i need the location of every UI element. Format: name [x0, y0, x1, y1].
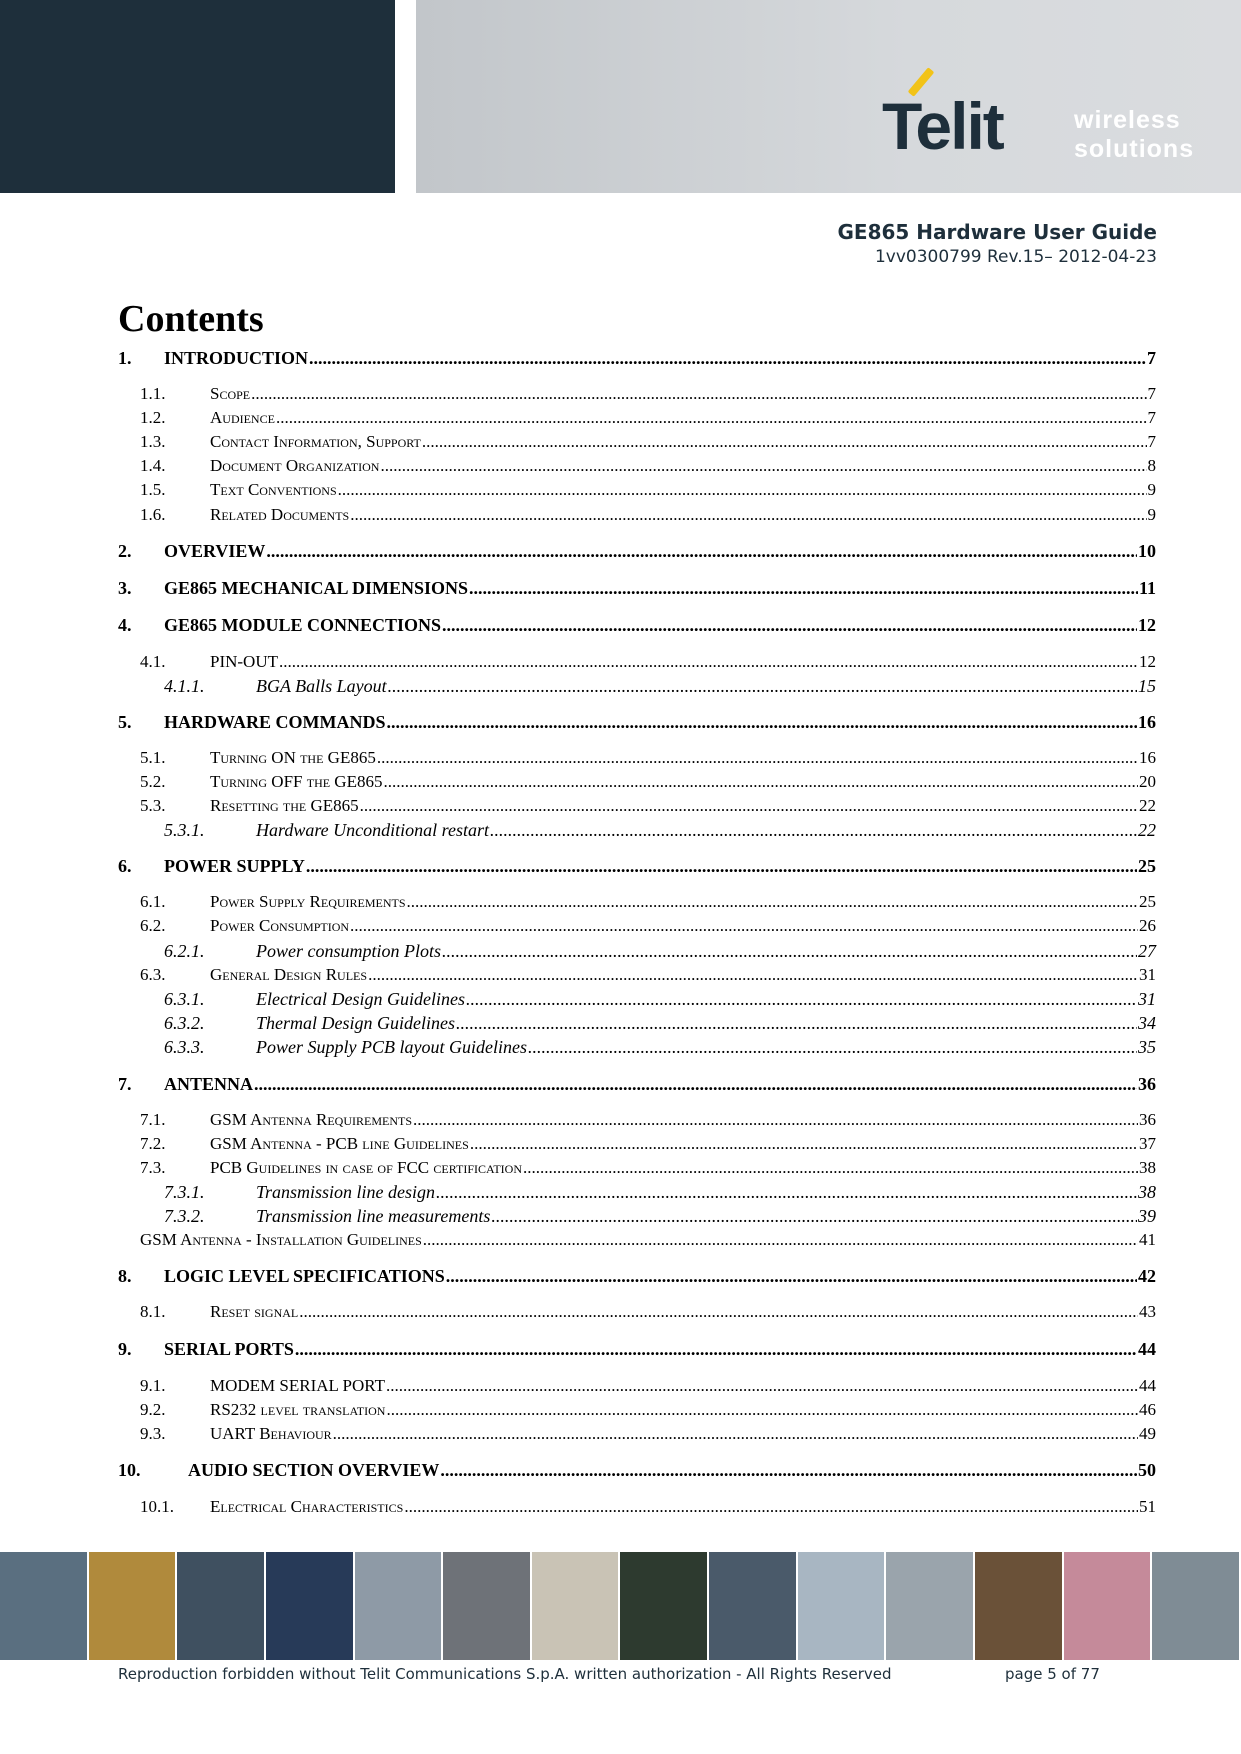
- toc-entry[interactable]: [118, 676, 1156, 697]
- toc-entry-page: 16: [1139, 748, 1156, 767]
- toc-entry[interactable]: [118, 1400, 1156, 1420]
- toc-entry-title: SERIAL PORTS: [164, 1339, 294, 1359]
- toc-entry-title: UART Behaviour: [210, 1424, 332, 1443]
- toc-entry[interactable]: [118, 892, 1156, 912]
- toc-entry-number: 1.1.: [140, 384, 166, 403]
- toc-entry-number: 8.1.: [140, 1302, 166, 1321]
- toc-entry[interactable]: [118, 1266, 1156, 1287]
- toc-entry[interactable]: [118, 480, 1156, 500]
- toc-entry-number: 6.3.2.: [164, 1013, 205, 1033]
- toc-entry-title: GE865 MECHANICAL DIMENSIONS: [164, 578, 469, 598]
- document-title: GE865 Hardware User Guide: [837, 220, 1157, 244]
- toc-entry-page: 11: [1138, 578, 1156, 598]
- header-dark-panel: [0, 0, 395, 193]
- toc-entry[interactable]: [118, 1110, 1156, 1130]
- footer-photo-tile: [532, 1552, 621, 1660]
- toc-entry-number: 7.2.: [140, 1134, 166, 1153]
- toc-entry-title: Scope: [210, 384, 251, 403]
- toc-entry-page: 7: [1147, 384, 1156, 403]
- toc-entry-page: 25: [1138, 856, 1156, 876]
- toc-leader-dots: [528, 1037, 1137, 1058]
- toc-entry[interactable]: [118, 820, 1156, 841]
- toc-entry-number: 5.: [118, 712, 132, 732]
- toc-entry-number: 9.: [118, 1339, 132, 1359]
- toc-entry-number: 6.2.: [140, 916, 166, 935]
- toc-entry[interactable]: [118, 1134, 1156, 1154]
- toc-entry-page: 22: [1138, 820, 1156, 840]
- toc-entry-title: General Design Rules: [210, 965, 368, 984]
- toc-entry-title: Turning ON the GE865: [210, 748, 376, 767]
- toc-entry[interactable]: [118, 748, 1156, 768]
- toc-entry-title: PIN-OUT: [210, 652, 278, 671]
- toc-entry-title: ANTENNA: [164, 1074, 254, 1094]
- toc-entry[interactable]: [118, 1376, 1156, 1396]
- toc-leader-dots: [266, 541, 1137, 562]
- footer-photo-tile: [443, 1552, 532, 1660]
- toc-leader-dots: [279, 652, 1138, 672]
- toc-leader-dots: [338, 480, 1147, 500]
- footer-photo-tile: [355, 1552, 444, 1660]
- toc-entry-title: INTRODUCTION: [164, 348, 309, 368]
- toc-entry-page: 27: [1138, 941, 1156, 961]
- toc-entry-number: 3.: [118, 578, 132, 598]
- logo-wordmark: Telit: [882, 89, 1003, 163]
- footer-photo-tile: [620, 1552, 709, 1660]
- toc-entry-number: 1.6.: [140, 505, 166, 524]
- toc-leader-dots: [440, 1460, 1137, 1481]
- toc-leader-dots: [469, 578, 1138, 599]
- toc-entry-title: Turning OFF the GE865: [210, 772, 383, 791]
- toc-entry-title: Hardware Unconditional restart: [256, 820, 489, 840]
- toc-entry-page: 36: [1138, 1074, 1156, 1094]
- toc-entry-page: 12: [1138, 615, 1156, 635]
- toc-entry-title: Audience: [210, 408, 275, 427]
- toc-entry[interactable]: [118, 615, 1156, 636]
- toc-entry-number: 6.3.: [140, 965, 166, 984]
- toc-entry-page: 42: [1138, 1266, 1156, 1286]
- toc-entry-number: 7.3.: [140, 1158, 166, 1177]
- toc-leader-dots: [377, 748, 1138, 768]
- toc-entry[interactable]: [118, 941, 1156, 962]
- toc-entry-title: Reset signal: [210, 1302, 299, 1321]
- toc-leader-dots: [413, 1110, 1138, 1130]
- footer-photo-tile: [886, 1552, 975, 1660]
- toc-entry[interactable]: [118, 1158, 1156, 1178]
- logo-tagline-line2: solutions: [1074, 135, 1195, 163]
- toc-entry-title: Text Conventions: [210, 480, 337, 499]
- toc-entry[interactable]: [118, 1339, 1156, 1360]
- toc-entry-number: 9.2.: [140, 1400, 166, 1419]
- footer-photo-tile: [975, 1552, 1064, 1660]
- toc-entry-title: LOGIC LEVEL SPECIFICATIONS: [164, 1266, 445, 1286]
- toc-leader-dots: [251, 384, 1146, 404]
- toc-entry[interactable]: [118, 578, 1156, 599]
- toc-entry[interactable]: [118, 456, 1156, 476]
- toc-entry-page: 41: [1139, 1230, 1156, 1249]
- toc-entry-page: 51: [1139, 1497, 1156, 1516]
- toc-leader-dots: [383, 772, 1138, 792]
- toc-entry-number: 4.: [118, 615, 132, 635]
- toc-entry[interactable]: [118, 916, 1156, 936]
- toc-entry-title: GSM Antenna - Installation Guidelines: [140, 1230, 422, 1249]
- toc-entry-page: 31: [1139, 965, 1156, 984]
- toc-leader-dots: [523, 1158, 1138, 1178]
- toc-entry-title: GSM Antenna Requirements: [210, 1110, 413, 1129]
- toc-entry-title: Contact Information, Support: [210, 432, 421, 451]
- toc-entry-number: 9.3.: [140, 1424, 166, 1443]
- document-revision: 1vv0300799 Rev.15– 2012-04-23: [874, 247, 1157, 267]
- toc-leader-dots: [456, 1013, 1137, 1034]
- toc-leader-dots: [436, 1182, 1137, 1203]
- toc-entry-number: 7.1.: [140, 1110, 166, 1129]
- footer-notice: Reproduction forbidden without Telit Communications S.p.A. written authorization - All Rights Reserved: [118, 1665, 892, 1683]
- toc-leader-dots: [442, 941, 1137, 962]
- toc-leader-dots: [407, 892, 1138, 912]
- toc-leader-dots: [442, 615, 1137, 636]
- toc-entry[interactable]: [118, 432, 1156, 452]
- toc-entry-number: 7.: [118, 1074, 132, 1094]
- toc-entry-page: 22: [1139, 796, 1156, 815]
- toc-entry-number: 4.1.1.: [164, 676, 205, 696]
- toc-entry-number: 1.2.: [140, 408, 166, 427]
- toc-leader-dots: [387, 712, 1138, 733]
- toc-entry-title: BGA Balls Layout: [256, 676, 387, 696]
- toc-entry[interactable]: [118, 989, 1156, 1010]
- toc-entry-number: 8.: [118, 1266, 132, 1286]
- toc-entry-title: AUDIO SECTION OVERVIEW: [188, 1460, 440, 1480]
- toc-leader-dots: [254, 1074, 1137, 1095]
- toc-entry-number: 5.1.: [140, 748, 166, 767]
- toc-leader-dots: [386, 1376, 1138, 1396]
- toc-leader-dots: [470, 1134, 1138, 1154]
- toc-entry[interactable]: [118, 1013, 1156, 1034]
- toc-leader-dots: [466, 989, 1137, 1010]
- toc-entry-title: POWER SUPPLY: [164, 856, 305, 876]
- toc-entry[interactable]: [118, 348, 1156, 369]
- toc-entry-number: 4.1.: [140, 652, 166, 671]
- toc-leader-dots: [350, 505, 1146, 525]
- toc-entry[interactable]: [118, 1460, 1156, 1481]
- toc-entry[interactable]: [118, 965, 1156, 985]
- toc-entry-number: 5.3.1.: [164, 820, 205, 840]
- toc-entry-page: 38: [1138, 1182, 1156, 1202]
- logo-tagline-line1: wireless: [1074, 106, 1181, 134]
- toc-entry-page: 35: [1138, 1037, 1156, 1057]
- toc-entry-page: 38: [1139, 1158, 1156, 1177]
- toc-entry-number: 2.: [118, 541, 132, 561]
- toc-entry-page: 50: [1138, 1460, 1156, 1480]
- toc-entry-title: MODEM SERIAL PORT: [210, 1376, 385, 1395]
- toc-entry-title: HARDWARE COMMANDS: [164, 712, 386, 732]
- toc-entry-page: 15: [1138, 676, 1156, 696]
- toc-entry-title: Resetting the GE865: [210, 796, 359, 815]
- toc-entry-page: 7: [1147, 408, 1156, 427]
- footer-photo-tile: [1064, 1552, 1153, 1660]
- telit-logo: [882, 62, 1212, 172]
- toc-entry-title: Power consumption Plots: [256, 941, 441, 961]
- toc-entry-title: GE865 MODULE CONNECTIONS: [164, 615, 442, 635]
- toc-entry-title: Power Consumption: [210, 916, 350, 935]
- footer-photo-tile: [89, 1552, 178, 1660]
- toc-entry-page: 26: [1139, 916, 1156, 935]
- toc-entry-number: 10.1.: [140, 1497, 174, 1516]
- toc-leader-dots: [306, 856, 1137, 877]
- toc-entry-title: Related Documents: [210, 505, 350, 524]
- toc-entry-page: 9: [1147, 505, 1156, 524]
- toc-entry-number: 10.: [118, 1460, 141, 1480]
- toc-entry-number: 1.5.: [140, 480, 166, 499]
- footer-photo-tile: [266, 1552, 355, 1660]
- toc-entry-page: 10: [1138, 541, 1156, 561]
- toc-entry-page: 46: [1139, 1400, 1156, 1419]
- toc-entry[interactable]: [118, 1037, 1156, 1058]
- toc-entry[interactable]: [118, 408, 1156, 428]
- toc-leader-dots: [333, 1424, 1138, 1444]
- toc-entry-number: 5.3.: [140, 796, 166, 815]
- toc-entry[interactable]: [118, 384, 1156, 404]
- footer-photo-strip: [0, 1552, 1241, 1660]
- toc-entry-title: Document Organization: [210, 456, 380, 475]
- toc-leader-dots: [276, 408, 1147, 428]
- footer-photo-tile: [798, 1552, 887, 1660]
- toc-entry-page: 44: [1138, 1339, 1156, 1359]
- toc-entry-page: 44: [1139, 1376, 1156, 1395]
- toc-leader-dots: [309, 348, 1146, 369]
- toc-leader-dots: [423, 1230, 1138, 1250]
- toc-leader-dots: [446, 1266, 1137, 1287]
- toc-entry[interactable]: [118, 1424, 1156, 1444]
- toc-entry[interactable]: [118, 1074, 1156, 1095]
- toc-entry-title: Electrical Design Guidelines: [256, 989, 465, 1009]
- toc-leader-dots: [299, 1302, 1138, 1322]
- toc-entry-number: 6.3.3.: [164, 1037, 205, 1057]
- toc-entry-title: RS232 level translation: [210, 1400, 386, 1419]
- toc-entry-title: PCB Guidelines in case of FCC certification: [210, 1158, 522, 1177]
- toc-leader-dots: [491, 1206, 1137, 1227]
- toc-entry-number: 1.4.: [140, 456, 166, 475]
- toc-entry[interactable]: [118, 772, 1156, 792]
- toc-entry-page: 36: [1139, 1110, 1156, 1129]
- toc-leader-dots: [422, 432, 1147, 452]
- toc-leader-dots: [360, 796, 1138, 816]
- toc-entry-page: 37: [1139, 1134, 1156, 1153]
- toc-entry-page: 25: [1139, 892, 1156, 911]
- toc-entry-title: OVERVIEW: [164, 541, 266, 561]
- footer-photo-tile: [1152, 1552, 1241, 1660]
- toc-entry[interactable]: [118, 856, 1156, 877]
- toc-entry-page: 8: [1147, 456, 1156, 475]
- toc-leader-dots: [490, 820, 1137, 841]
- toc-entry-number: 6.2.1.: [164, 941, 205, 961]
- toc-leader-dots: [295, 1339, 1137, 1360]
- toc-entry-page: 49: [1139, 1424, 1156, 1443]
- toc-entry-page: 34: [1138, 1013, 1156, 1033]
- toc-entry[interactable]: [118, 652, 1156, 672]
- toc-entry-number: 6.: [118, 856, 132, 876]
- toc-entry-page: 9: [1147, 480, 1156, 499]
- toc-entry[interactable]: [118, 1302, 1156, 1322]
- footer-photo-tile: [177, 1552, 266, 1660]
- toc-entry[interactable]: [118, 1230, 1156, 1250]
- toc-entry-number: 6.1.: [140, 892, 166, 911]
- toc-entry-title: Transmission line measurements: [256, 1206, 491, 1226]
- toc-entry-page: 31: [1138, 989, 1156, 1009]
- toc-entry-title: GSM Antenna - PCB line Guidelines: [210, 1134, 469, 1153]
- toc-entry[interactable]: [118, 1182, 1156, 1203]
- toc-entry-title: Thermal Design Guidelines: [256, 1013, 455, 1033]
- toc-entry-page: 20: [1139, 772, 1156, 791]
- toc-entry-page: 16: [1138, 712, 1156, 732]
- toc-entry-number: 6.3.1.: [164, 989, 205, 1009]
- toc-entry[interactable]: [118, 796, 1156, 816]
- toc-entry-number: 9.1.: [140, 1376, 166, 1395]
- toc-leader-dots: [380, 456, 1146, 476]
- toc-entry[interactable]: [118, 1497, 1156, 1517]
- toc-entry-number: 1.: [118, 348, 132, 368]
- toc-entry[interactable]: [118, 712, 1156, 733]
- toc-entry-page: 12: [1139, 652, 1156, 671]
- toc-entry-number: 1.3.: [140, 432, 166, 451]
- toc-entry-title: Power Supply Requirements: [210, 892, 406, 911]
- footer-photo-tile: [0, 1552, 89, 1660]
- toc-leader-dots: [350, 916, 1138, 936]
- toc-leader-dots: [404, 1497, 1138, 1517]
- toc-entry-number: 7.3.1.: [164, 1182, 205, 1202]
- toc-entry-number: 7.3.2.: [164, 1206, 205, 1226]
- footer-page-number: page 5 of 77: [1005, 1665, 1100, 1683]
- toc-leader-dots: [368, 965, 1138, 985]
- toc-entry-page: 7: [1147, 432, 1156, 451]
- toc-leader-dots: [386, 1400, 1138, 1420]
- toc-entry-number: 5.2.: [140, 772, 166, 791]
- toc-entry-page: 39: [1138, 1206, 1156, 1226]
- toc-entry[interactable]: [118, 541, 1156, 562]
- contents-heading: Contents: [118, 298, 264, 340]
- toc-entry[interactable]: [118, 505, 1156, 525]
- toc-entry-title: Transmission line design: [256, 1182, 436, 1202]
- toc-entry[interactable]: [118, 1206, 1156, 1227]
- toc-entry-title: Power Supply PCB layout Guidelines: [256, 1037, 527, 1057]
- footer-photo-tile: [709, 1552, 798, 1660]
- toc-entry-title: Electrical Characteristics: [210, 1497, 404, 1516]
- logo-tagline: [1074, 106, 1194, 164]
- toc-leader-dots: [388, 676, 1137, 697]
- toc-entry-page: 7: [1147, 348, 1156, 368]
- toc-entry-page: 43: [1139, 1302, 1156, 1321]
